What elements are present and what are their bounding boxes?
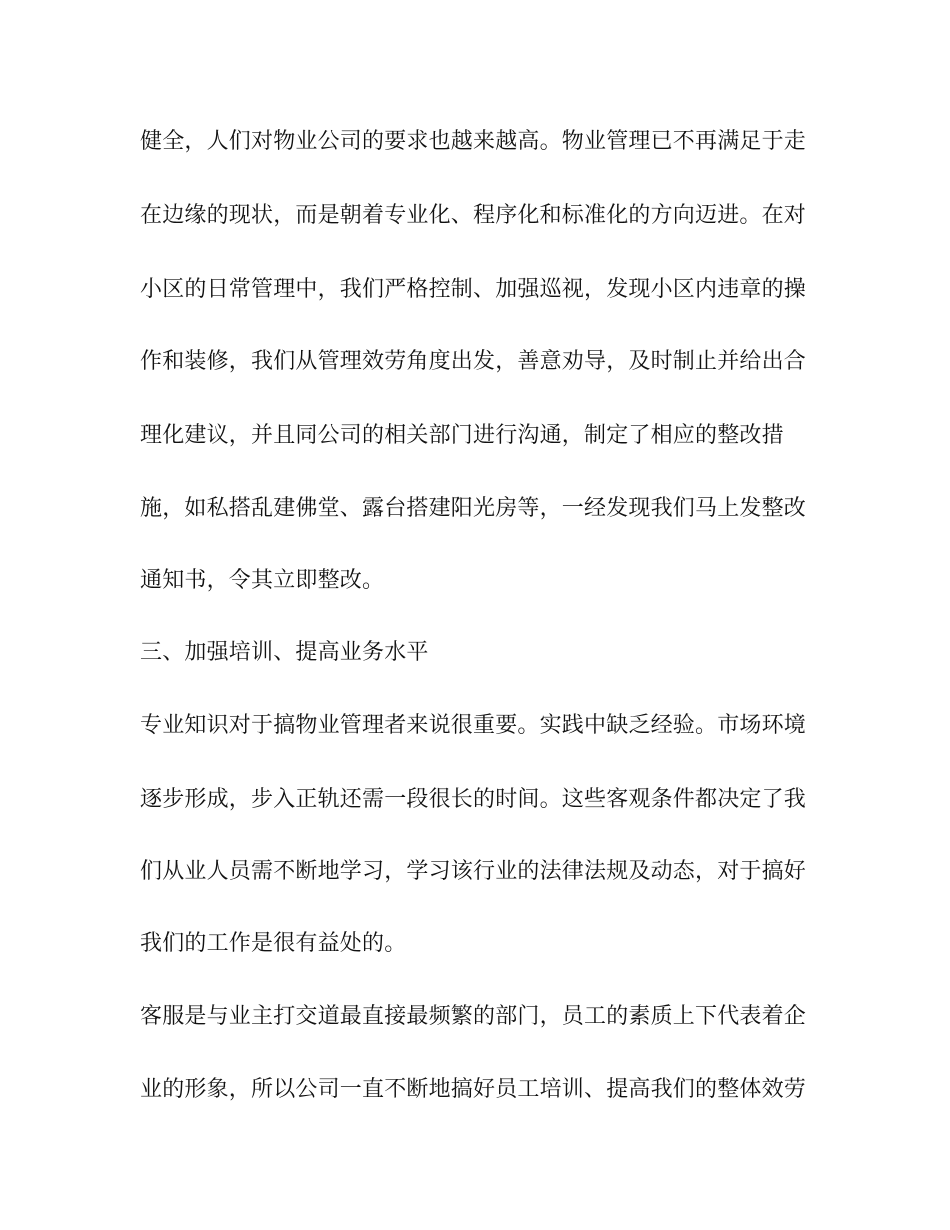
paragraph-line: 理化建议，并且同公司的相关部门进行沟通，制定了相应的整改措 [140, 423, 784, 448]
paragraph-line: 在边缘的现状，而是朝着专业化、程序化和标准化的方向迈进。在对 [140, 203, 807, 228]
paragraph-line: 作和装修，我们从管理效劳角度出发，善意劝导，及时制止并给出合 [140, 349, 807, 374]
paragraph-line: 们从业人员需不断地学习，学习该行业的法律法规及动态，对于搞好 [140, 859, 807, 884]
paragraph-line: 健全，人们对物业公司的要求也越来越高。物业管理已不再满足于走 [140, 129, 807, 154]
paragraph-line: 我们的工作是很有益处的。 [140, 931, 407, 956]
paragraph-line: 通知书，令其立即整改。 [140, 568, 385, 593]
section-heading: 三、加强培训、提高业务水平 [140, 640, 429, 665]
paragraph-line: 小区的日常管理中，我们严格控制、加强巡视，发现小区内违章的操 [140, 277, 807, 302]
paragraph-line: 专业知识对于搞物业管理者来说很重要。实践中缺乏经验。市场环境 [140, 713, 807, 738]
paragraph-line: 逐步形成，步入正轨还需一段很长的时间。这些客观条件都决定了我 [140, 787, 807, 812]
paragraph-line: 业的形象，所以公司一直不断地搞好员工培训、提高我们的整体效劳 [140, 1077, 807, 1102]
paragraph-line: 施，如私搭乱建佛堂、露台搭建阳光房等，一经发现我们马上发整改 [140, 496, 807, 521]
paragraph-line: 客服是与业主打交道最直接最频繁的部门，员工的素质上下代表着企 [140, 1004, 807, 1029]
